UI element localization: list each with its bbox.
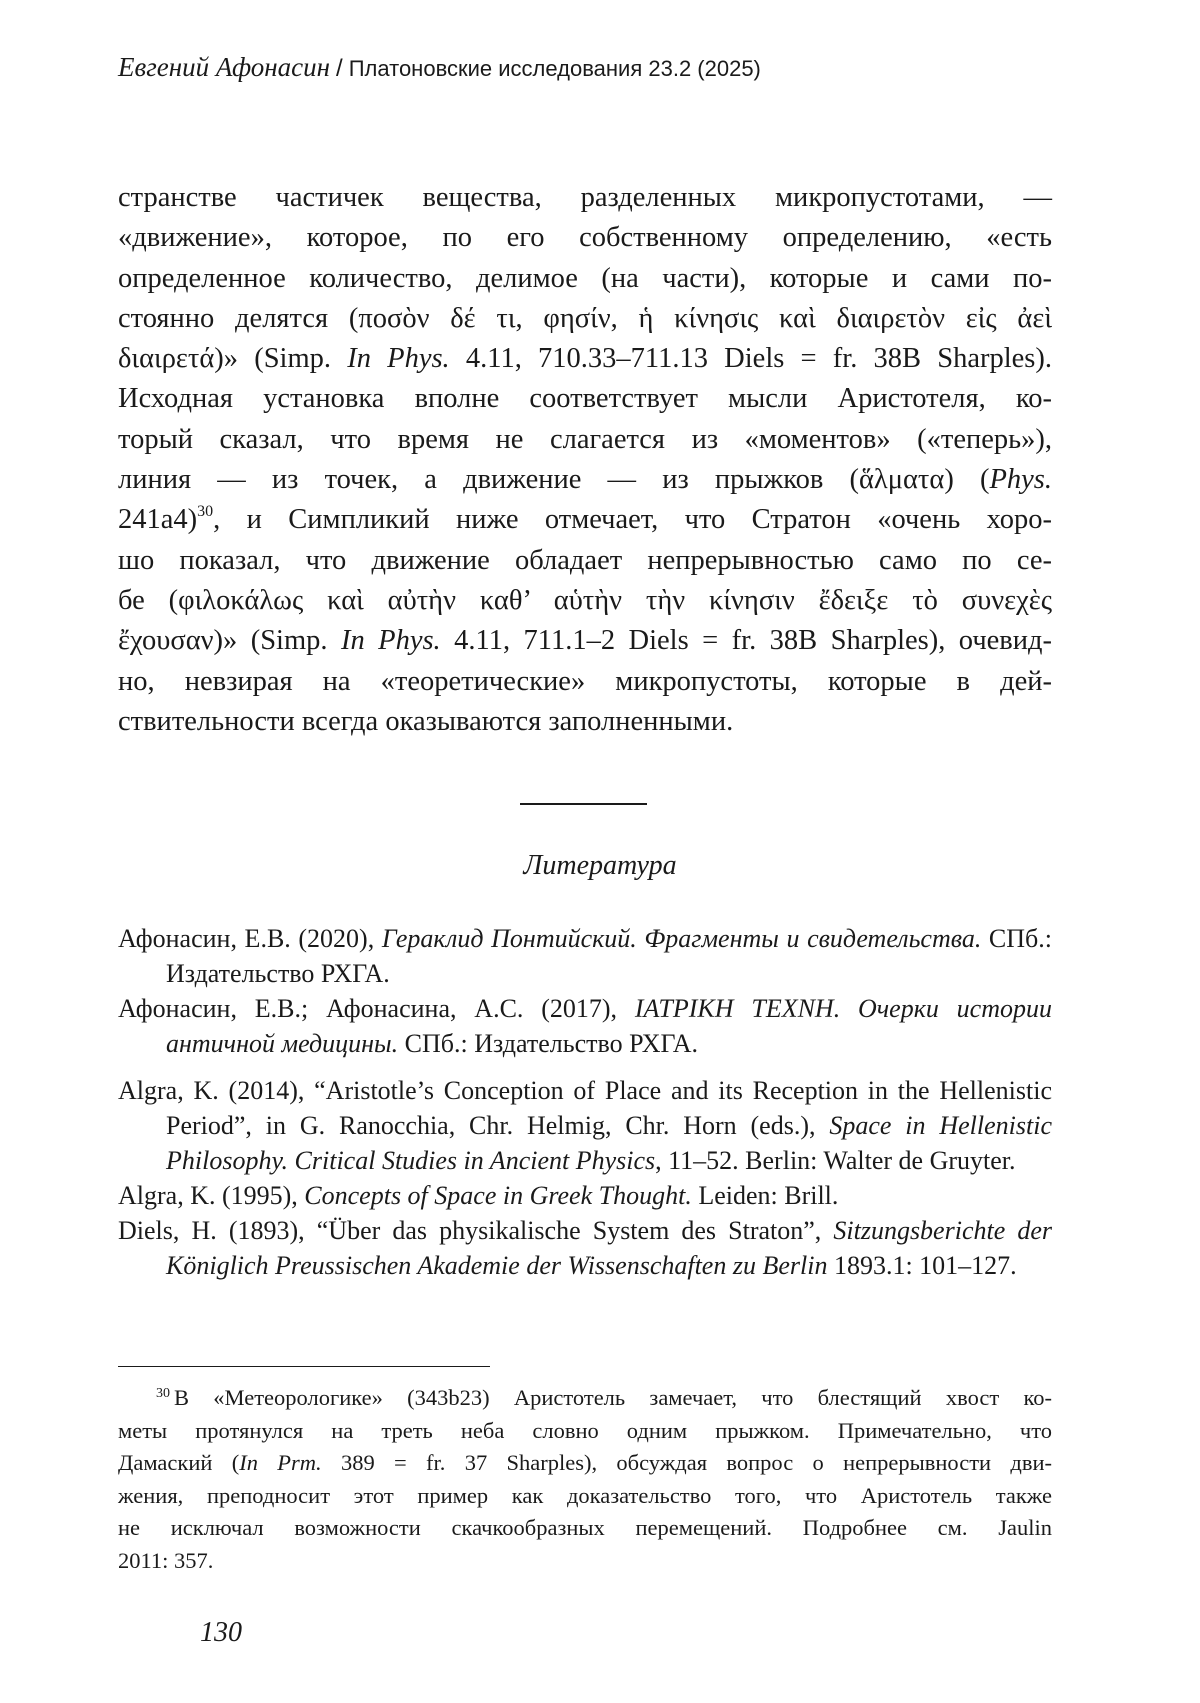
- body-line: 241a4)$^{30}$, и Симпликий ниже отмечает, что Стратон «очень хоро-: [118, 503, 1052, 536]
- body-line: ἔχουσαν)» (Simp. In Phys. 4.11, 711.1–2 Diels = fr. 38B Sharples), очевид-: [118, 625, 1053, 657]
- footnote-line: жения, преподносит этот пример как доказательство того, что Аристотель также: [118, 1482, 1052, 1508]
- page-number: 130: [200, 1617, 242, 1648]
- section-divider: [520, 803, 647, 805]
- body-paragraph: [118, 178, 1052, 742]
- footnote-line: меты протянулся на треть неба словно одним прыжком. Примечательно, что: [118, 1417, 1052, 1443]
- body-line: стоянно делятся (ποσὸν δέ τι, φησίν, ἡ κίνησις καὶ διαιρετὸν εἰς ἀεὶ: [118, 302, 1052, 334]
- body-line: торый сказал, что время не слагается из «моментов» («теперь»),: [118, 423, 1052, 455]
- footnote: [118, 1378, 1052, 1577]
- footnote-line: Дамаский (In Prm. 389 = fr. 37 Sharples), обсуждая вопрос о непрерывности дви-: [118, 1450, 1052, 1475]
- footnote-line: не исключал возможности скачкообразных перемещений. Подробнее см. Jaulin: [118, 1515, 1052, 1540]
- footnote-rule: [118, 1366, 490, 1367]
- header-author: Евгений Афонасин: [118, 52, 331, 82]
- footnote-number: 30: [156, 1386, 170, 1401]
- body-line: ствительности всегда оказываются заполненными.: [118, 705, 734, 737]
- literature-heading: Литература: [523, 850, 677, 881]
- body-line: шо показал, что движение обладает непрерывностью само по се-: [118, 544, 1052, 576]
- header-separator: /: [336, 55, 343, 82]
- footnote-line: 2011: 357.: [118, 1547, 214, 1573]
- footnote-ref[interactable]: 30: [197, 503, 214, 521]
- body-line: но, невзирая на «теоретические» микропустоты, которые в дей-: [118, 665, 1052, 697]
- running-header: [118, 52, 761, 83]
- bibliography-entry: Algra, K. (2014), “Aristotle’s Conception of Place and its Reception in the Hellenistic Period”, in G. Ranocchia, Chr. Helmig, Chr. Horn (eds.), Space in Hellenistic Philosophy. Critical Studies in Ancient Physics, 11–52. Berlin: Walter de Gruyter.: [118, 1076, 1053, 1175]
- body-line: странстве частичек вещества, разделенных микропустотами, —: [118, 182, 1052, 213]
- bibliography: [118, 921, 1052, 1283]
- bibliography-entry: Algra, K. (1995), Concepts of Space in Greek Thought. Leiden: Brill.: [118, 1181, 839, 1210]
- body-line: бе (φιλοκάλως καὶ αὐτὴν καθ’ αὑτὴν τὴν κίνησιν ἔδειξε τὸ συνεχὲς: [118, 584, 1052, 616]
- body-line: линия — из точек, а движение — из прыжков (ἅλματα) (Phys.: [118, 464, 1052, 496]
- body-line: «движение», которое, по его собственному определению, «есть: [118, 222, 1052, 254]
- body-line: διαιρετά)» (Simp. In Phys. 4.11, 710.33–711.13 Diels = fr. 38B Sharples).: [118, 343, 1052, 375]
- footnote-line: $^{30}$ В «Метеорологике» (343b23) Аристотель замечает, что блестящий хвост ко-: [156, 1385, 1052, 1410]
- bibliography-entry: Афонасин, Е.В.; Афонасина, А.С. (2017), ΙΑΤΡΙΚΗ ΤΕΧΝΗ. Очерки истории античной медицины. СПб.: Издательство РХГА.: [118, 994, 1053, 1058]
- body-line: Исходная установка вполне соответствует мысли Аристотеля, ко-: [118, 383, 1052, 415]
- bibliography-entry: Афонасин, Е.В. (2020), Гераклид Понтийский. Фрагменты и свидетельства. СПб.: Издательство РХГА.: [118, 924, 1052, 988]
- header-journal: Платоновские исследования 23.2 (2025): [348, 56, 761, 81]
- body-line: определенное количество, делимое (на части), которые и сами по-: [118, 262, 1052, 294]
- bibliography-entry: Diels, H. (1893), “Über das physikalische System des Straton”, Sitzungsberichte der Königlich Preussischen Akademie der Wissenschaften zu Berlin 1893.1: 101–127.: [118, 1216, 1052, 1280]
